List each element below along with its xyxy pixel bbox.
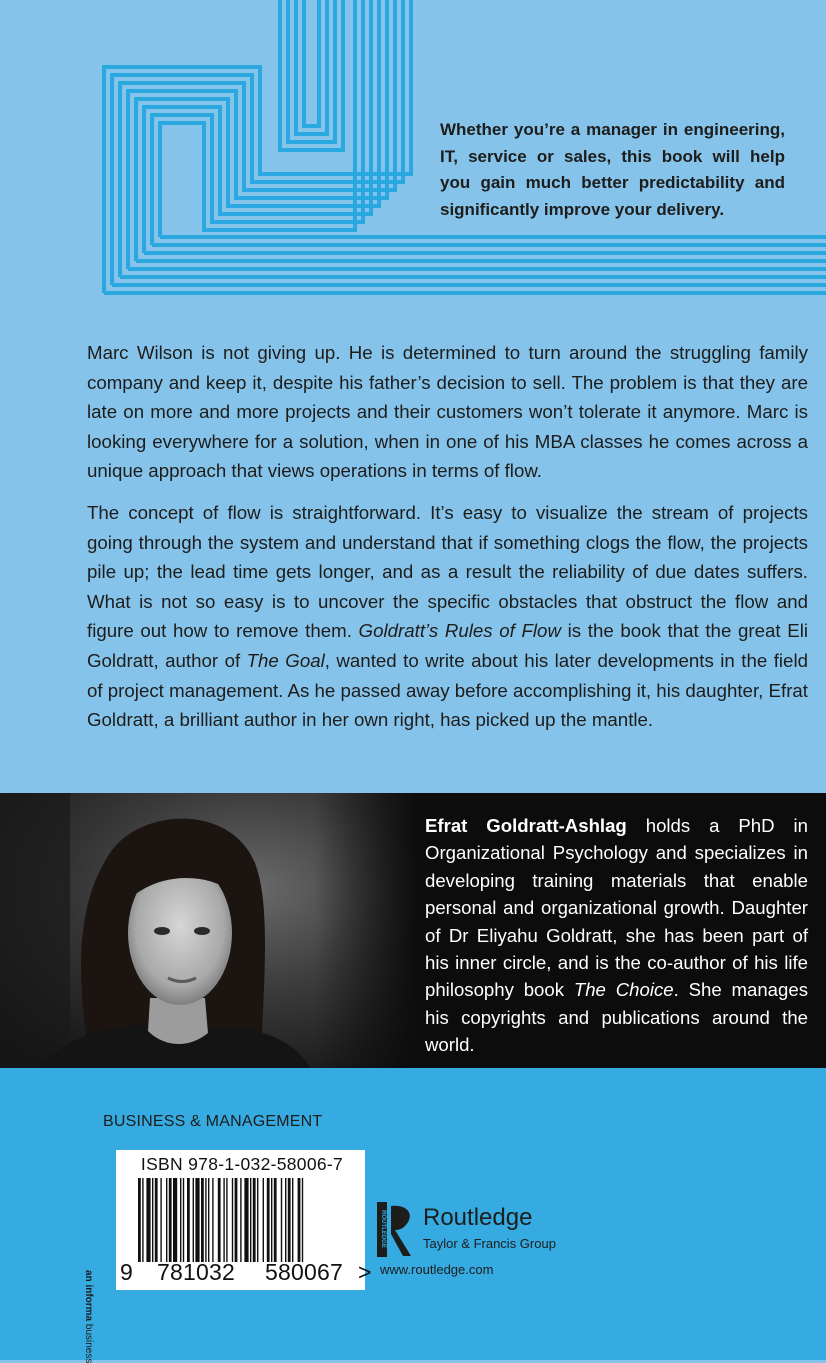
barcode-bar [271,1178,272,1262]
publisher-name: Routledge [423,1204,533,1231]
publisher-url[interactable]: www.routledge.com [380,1262,494,1277]
barcode-bar [193,1178,194,1262]
author-section [0,793,826,1068]
tagline-line: significantly improve your delivery. [440,199,725,219]
barcode-bar [146,1178,150,1262]
barcode-bar [195,1178,199,1262]
isbn-number: ISBN 978-1-032-58006-7 [140,1154,344,1174]
barcode-bar [250,1178,251,1262]
barcode-bar [169,1178,172,1262]
author-name: Efrat Goldratt-Ashlag [425,815,627,836]
bio-text: . She manages his copyrights and publications around the world. [425,979,808,1056]
routledge-logo-icon [377,1202,415,1257]
barcode-bar [155,1178,158,1262]
barcode-bar [244,1178,248,1262]
barcode-bar [166,1178,167,1262]
barcode-bar [298,1178,301,1262]
blurb-paragraph-1: Marc Wilson is not giving up. He is determined to turn around the struggling family company and keep it, despite his father’s decision to sell. The problem is that they are late on more and more projects and their customers won’t tolerate it anymore. Marc is looking everywhere for a solution, when in one of his MBA classes he comes across a unique approach that views operations in terms of flow. [87,342,808,482]
tagline [440,117,785,223]
barcode-bar [267,1178,270,1262]
publisher-group: Taylor & Francis Group [423,1236,556,1251]
barcode-bars [138,1178,348,1262]
barcode-bar [232,1178,233,1262]
barcode-bar [142,1178,143,1262]
book-title-rules-of-flow: Goldratt’s Rules of Flow [358,620,561,642]
barcode-bar [288,1178,291,1262]
barcode-bar [208,1178,209,1262]
blurb-text: , wanted to write about his later developments in the field of project management. As he passed away before accomplishing it, his daughter, Efrat Goldratt, a brilliant author in her own right, has picked up the mantle. [87,649,808,731]
barcode-digit-group: 781032 [157,1259,235,1285]
barcode-digits [120,1259,370,1286]
barcode-bar [281,1178,282,1262]
barcode-bar [187,1178,190,1262]
tagline-line: Whether you’re a manager in engineering, [440,120,785,139]
book-title-the-goal: The Goal [246,649,325,671]
tagline-line: IT, service or sales, this book will help [440,146,785,166]
barcode-bar [274,1178,277,1262]
barcode-bar [292,1178,293,1262]
informa-label-bold: an informa [83,1270,94,1322]
author-bio [425,812,808,1059]
barcode-bar [218,1178,221,1262]
author-photo [0,793,420,1068]
book-title-the-choice: The Choice [573,979,674,1001]
blurb-text: is the book that the great Eli Goldratt, author of [87,620,809,671]
barcode-bar [240,1178,241,1262]
barcode-digit-group: 580067 [265,1259,343,1285]
book-blurb [87,338,808,747]
barcode-bar [205,1178,206,1262]
barcode-bar [235,1178,238,1262]
barcode-bar [183,1178,184,1262]
barcode-bar [302,1178,303,1262]
informa-business-label [83,1270,94,1363]
barcode-bar [223,1178,224,1262]
subject-category: BUSINESS & MANAGEMENT [103,1113,323,1130]
informa-label-rest: business [83,1321,94,1363]
barcode-bar [226,1178,227,1262]
barcode-digit-first: 9 [120,1259,133,1285]
barcode-bar [253,1178,256,1262]
barcode-bar [263,1178,264,1262]
barcode-marker: > [358,1259,372,1285]
barcode-bar [152,1178,153,1262]
barcode-panel [116,1150,372,1290]
barcode-bar [138,1178,141,1262]
barcode-bar [160,1178,161,1262]
barcode-bar [257,1178,258,1262]
blurb-text: The concept of flow is straightforward. It’s easy to visualize the stream of projects going through the system and understand that if something clogs the flow, the projects pile up; the lead time gets longer, and as a result the reliability of due dates suffers. What is not so easy is to uncover the specific obstacles that obstruct the flow and figure out how to remove them. [87,501,808,642]
blurb-paragraph-2 [87,498,808,735]
barcode-bar [212,1178,213,1262]
barcode-bar [201,1178,204,1262]
bio-text: holds a PhD in Organizational Psychology and specializes in developing training materials that enable personal and organizational growth. Daughter of Dr Eliyahu Goldratt, she has been part of his inner circle, and is the co-author of his life philosophy book [425,815,808,1001]
tagline-line: you gain much better predictability and [440,173,785,192]
barcode-bar [173,1178,177,1262]
barcode-bar [285,1178,286,1262]
routledge-logo-text: ROUTLEDGE [380,1210,386,1248]
barcode-bar [180,1178,181,1262]
